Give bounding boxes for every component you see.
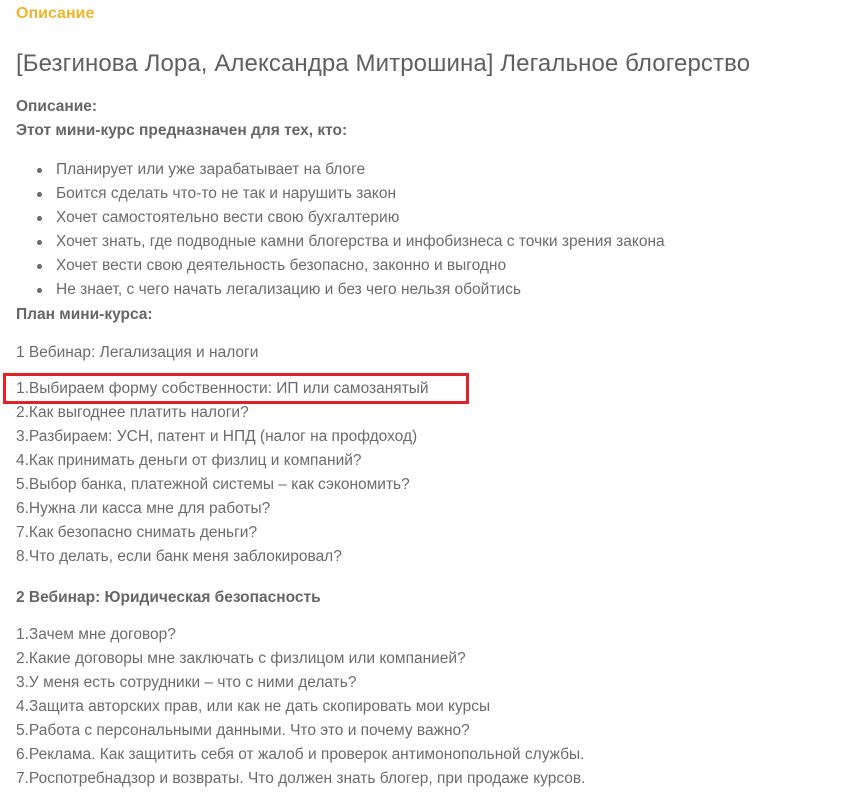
bullet-icon xyxy=(37,168,42,173)
bullet-icon xyxy=(37,264,42,269)
list-item: 2.Какие договоры мне заключать с физлицом или компанией? xyxy=(16,650,466,667)
list-item: 5.Выбор банка, платежной системы – как сэкономить? xyxy=(16,476,410,493)
list-item-text: Не знает, с чего начать легализацию и без чего нельзя обойтись xyxy=(56,281,521,298)
list-item xyxy=(16,230,665,254)
list-item xyxy=(16,278,665,302)
list-item xyxy=(16,182,665,206)
list-item xyxy=(16,158,665,182)
webinar1-title: 1 Вебинар: Легализация и налоги xyxy=(16,344,259,361)
webinar2-title: 2 Вебинар: Юридическая безопасность xyxy=(16,589,321,606)
list-item-text: Планирует или уже зарабатывает на блоге xyxy=(56,161,366,178)
post-title: [Безгинова Лора, Александра Митрошина] Легальное блогерство xyxy=(16,50,751,77)
webinar1-topics xyxy=(16,377,429,569)
bullet-icon xyxy=(37,288,42,293)
bullet-icon xyxy=(37,192,42,197)
list-item: 4.Как принимать деньги от физлиц и компаний? xyxy=(16,452,362,469)
list-item-text: Хочет знать, где подводные камни блогерства и инфобизнеса с точки зрения закона xyxy=(56,233,665,250)
list-item: 3.Разбираем: УСН, патент и НПД (налог на профдоход) xyxy=(16,428,418,445)
list-item: 2.Как выгоднее платить налоги? xyxy=(16,404,249,421)
description-label: Описание: xyxy=(16,98,98,115)
list-item: 6.Реклама. Как защитить себя от жалоб и проверок антимонопольной службы. xyxy=(16,746,585,763)
list-item-text: Хочет вести свою деятельность безопасно, законно и выгодно xyxy=(56,257,507,274)
list-item-text: Хочет самостоятельно вести свою бухгалтерию xyxy=(56,209,400,226)
plan-label: План мини-курса: xyxy=(16,306,153,323)
list-item: 6.Нужна ли касса мне для работы? xyxy=(16,500,271,517)
list-item xyxy=(16,206,665,230)
list-item: 5.Работа с персональными данными. Что это и почему важно? xyxy=(16,722,470,739)
list-item: 1.Зачем мне договор? xyxy=(16,626,176,643)
audience-list xyxy=(16,158,665,302)
list-item: 1.Выбираем форму собственности: ИП или самозанятый xyxy=(16,380,429,397)
list-item: 7.Как безопасно снимать деньги? xyxy=(16,524,258,541)
list-item xyxy=(16,254,665,278)
list-item: 3.У меня есть сотрудники – что с ними делать? xyxy=(16,674,357,691)
list-item: 4.Защита авторских прав, или как не дать скопировать мои курсы xyxy=(16,698,491,715)
audience-intro: Этот мини-курс предназначен для тех, кто: xyxy=(16,122,348,139)
webinar2-topics xyxy=(16,623,585,791)
list-item: 7.Роспотребнадзор и возвраты. Что должен знать блогер, при продаже курсов. xyxy=(16,770,586,787)
list-item-text: Боится сделать что-то не так и нарушить закон xyxy=(56,185,397,202)
list-item: 8.Что делать, если банк меня заблокировал? xyxy=(16,548,342,565)
bullet-icon xyxy=(37,216,42,221)
section-heading: Описание xyxy=(16,5,95,22)
bullet-icon xyxy=(37,240,42,245)
